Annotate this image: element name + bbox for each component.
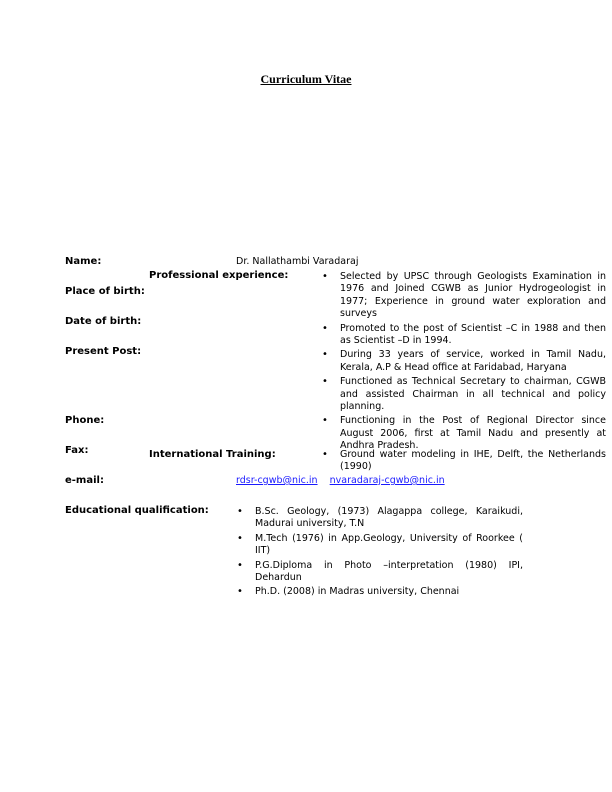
email-label: e-mail:: [65, 475, 104, 486]
email-link-2[interactable]: nvaradaraj-cgwb@nic.in: [329, 475, 445, 486]
international-training-label: International Training:: [149, 449, 276, 460]
list-item: • Functioned as Technical Secretary to chairman, CGWB and assisted Chairman in all technical and policy planning.: [320, 376, 606, 413]
list-item: • P.G.Diploma in Photo –interpretation (1980) IPI, Dehardun: [235, 560, 523, 585]
international-training-list: [320, 449, 606, 476]
place-of-birth-label: Place of birth:: [65, 286, 145, 297]
list-item: • Functioning in the Post of Regional Director since August 2006, first at Tamil Nadu and presently at Andhra Pradesh.: [320, 415, 606, 452]
list-item: • Ph.D. (2008) in Madras university, Chennai: [235, 586, 523, 598]
professional-experience-label: Professional experience:: [149, 270, 289, 281]
email-link-1[interactable]: rdsr-cgwb@nic.in: [236, 475, 318, 486]
list-item: • M.Tech (1976) in App.Geology, University of Roorkee ( IIT): [235, 533, 523, 558]
present-post-label: Present Post:: [65, 346, 142, 357]
list-item: • Ground water modeling in IHE, Delft, the Netherlands (1990): [320, 449, 606, 474]
fax-label: Fax:: [65, 445, 89, 456]
email-values: [236, 475, 445, 486]
list-item: • B.Sc. Geology, (1973) Alagappa college, Karaikudi, Madurai university, T.N: [235, 506, 523, 531]
name-label: Name:: [65, 256, 102, 267]
date-of-birth-label: Date of birth:: [65, 316, 142, 327]
education-label: Educational qualification:: [65, 505, 209, 516]
page-title: Curriculum Vitae: [260, 72, 352, 86]
list-item: • During 33 years of service, worked in Tamil Nadu, Kerala, A.P & Head office at Faridabad, Haryana: [320, 349, 606, 374]
name-value: Dr. Nallathambi Varadaraj: [236, 256, 359, 267]
professional-experience-list: [320, 271, 606, 455]
education-list: [235, 506, 523, 601]
list-item: • Selected by UPSC through Geologists Examination in 1976 and Joined CGWB as Junior Hydrogeologist in 1977; Experience in ground water exploration and surveys: [320, 271, 606, 321]
list-item: • Promoted to the post of Scientist –C in 1988 and then as Scientist –D in 1994.: [320, 323, 606, 348]
phone-label: Phone:: [65, 415, 105, 426]
